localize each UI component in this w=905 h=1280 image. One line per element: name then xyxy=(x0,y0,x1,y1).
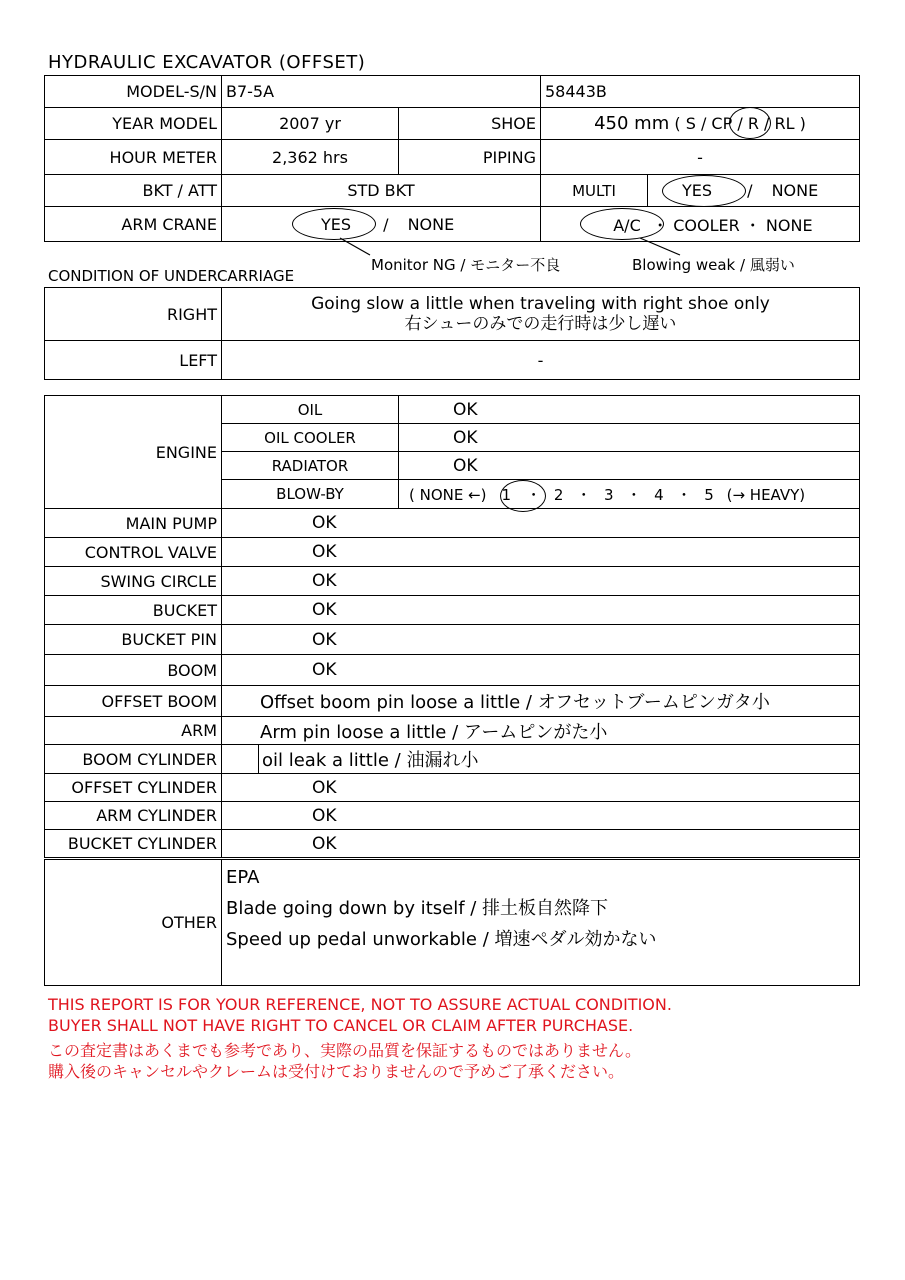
arm-crane-yes: YES xyxy=(320,214,352,234)
bucket-label: BUCKET xyxy=(45,596,222,625)
bucket-pin-value: OK xyxy=(222,625,860,655)
year-value: 2007 yr xyxy=(222,108,399,140)
boom-cylinder-value xyxy=(222,745,860,774)
component-row xyxy=(45,774,860,802)
other-line-1: EPA xyxy=(226,867,260,888)
blowby-2: 2 xyxy=(553,485,564,504)
boom-cylinder-label: BOOM CYLINDER xyxy=(45,745,222,774)
shoe-sep-1: / xyxy=(700,114,707,133)
engine-oil-label: OIL xyxy=(222,396,399,424)
blowby-none: ( NONE ←) xyxy=(409,485,487,504)
engine-oil-value: OK xyxy=(399,396,860,424)
other-notes xyxy=(222,860,860,986)
component-row xyxy=(45,830,860,858)
blowby-dot-4: ・ xyxy=(676,485,692,504)
serial-value: 58443B xyxy=(541,76,860,108)
ac-none-option: NONE xyxy=(765,215,813,235)
shoe-option-cp: CP xyxy=(711,114,733,133)
piping-label: PIPING xyxy=(399,140,541,175)
bucket-cylinder-value: OK xyxy=(222,830,860,858)
control-valve-value: OK xyxy=(222,538,860,567)
other-line-2: Blade going down by itself / 排土板自然降下 xyxy=(226,898,609,919)
year-model-label: YEAR MODEL xyxy=(45,108,222,140)
arm-cylinder-label: ARM CYLINDER xyxy=(45,802,222,830)
component-row xyxy=(45,686,860,717)
shoe-open: ( xyxy=(674,114,681,133)
shoe-sep-2: / xyxy=(737,114,743,133)
component-row xyxy=(45,655,860,686)
report-title: HYDRAULIC EXCAVATOR (OFFSET) xyxy=(48,52,366,73)
other-line-3: Speed up pedal unworkable / 増速ペダル効かない xyxy=(226,929,657,950)
monitor-callout: Monitor NG / モニター不良 xyxy=(371,256,561,274)
shoe-close: ) xyxy=(799,114,806,133)
right-value-en: Going slow a little when traveling with right shoe only xyxy=(311,294,770,314)
arm-cylinder-value: OK xyxy=(222,802,860,830)
offset-cylinder-label: OFFSET CYLINDER xyxy=(45,774,222,802)
hour-meter-label: HOUR METER xyxy=(45,140,222,175)
shoe-option-r: R xyxy=(747,114,759,133)
blowby-4: 4 xyxy=(654,485,664,504)
engine-radiator-value: OK xyxy=(399,452,860,480)
multi-none: NONE xyxy=(771,181,819,200)
component-row xyxy=(45,538,860,567)
monitor-callout-line xyxy=(340,238,370,255)
right-label: RIGHT xyxy=(45,288,222,341)
engine-blowby-label: BLOW-BY xyxy=(222,480,399,509)
shoe-value: 450 mm xyxy=(594,113,670,134)
blowing-callout: Blowing weak / 風弱い xyxy=(632,256,795,274)
engine-blowby-scale xyxy=(399,480,860,509)
shoe-option-s: S xyxy=(685,114,696,133)
disclaimer-line-3: この査定書はあくまでも参考であり、実際の品質を保証するものではありません。 xyxy=(48,1041,641,1060)
boom-label: BOOM xyxy=(45,655,222,686)
cooler-option: COOLER xyxy=(673,215,740,235)
components-body xyxy=(45,509,860,858)
left-label: LEFT xyxy=(45,341,222,380)
bkt-value: STD BKT xyxy=(222,175,541,207)
bucket-pin-label: BUCKET PIN xyxy=(45,625,222,655)
bucket-cylinder-label: BUCKET CYLINDER xyxy=(45,830,222,858)
arm-label: ARM xyxy=(45,717,222,745)
blowby-5: 5 xyxy=(704,485,714,504)
blowby-1: 1 xyxy=(501,485,512,504)
shoe-option-rl: RL xyxy=(774,114,795,133)
undercarriage-table xyxy=(44,287,860,380)
other-table xyxy=(44,859,860,986)
bucket-value: OK xyxy=(222,596,860,625)
right-value-ja: 右シューのみでの走行時は少し遅い xyxy=(404,314,677,334)
boom-cylinder-note: oil leak a little / 油漏れ小 xyxy=(262,750,479,771)
left-value: - xyxy=(222,341,860,380)
shoe-label: SHOE xyxy=(399,108,541,140)
piping-value: - xyxy=(541,140,860,175)
boom-value: OK xyxy=(222,655,860,686)
model-sn-label: MODEL-S/N xyxy=(45,76,222,108)
ac-dot-1: ・ xyxy=(652,215,669,235)
ac-dot-2: ・ xyxy=(744,215,761,235)
arm-value: Arm pin loose a little / アームピンがた小 xyxy=(222,717,860,745)
multi-sep: / xyxy=(747,181,753,200)
blowby-heavy: (→ HEAVY) xyxy=(726,485,806,504)
right-value xyxy=(222,288,860,341)
undercarriage-section-label: CONDITION OF UNDERCARRIAGE xyxy=(48,267,295,285)
model-value: B7-5A xyxy=(222,76,541,108)
swing-circle-label: SWING CIRCLE xyxy=(45,567,222,596)
disclaimer-line-2: BUYER SHALL NOT HAVE RIGHT TO CANCEL OR CLAIM AFTER PURCHASE. xyxy=(48,1016,634,1035)
blowby-dot-3: ・ xyxy=(626,485,642,504)
offset-boom-value: Offset boom pin loose a little / オフセットブームピンガタ小 xyxy=(222,686,860,717)
component-row xyxy=(45,802,860,830)
hour-value: 2,362 hrs xyxy=(222,140,399,175)
arm-crane-sep: / xyxy=(383,214,389,234)
component-row xyxy=(45,567,860,596)
blowby-3: 3 xyxy=(604,485,614,504)
main-pump-label: MAIN PUMP xyxy=(45,509,222,538)
component-row xyxy=(45,745,860,774)
disclaimer-line-4: 購入後のキャンセルやクレームは受付けておりませんので予めご了承ください。 xyxy=(48,1062,625,1081)
shoe-sep-3: / xyxy=(764,114,770,133)
engine-oil-cooler-value: OK xyxy=(399,424,860,452)
arm-crane-none: NONE xyxy=(407,214,455,234)
multi-yes: YES xyxy=(681,181,713,200)
engine-label: ENGINE xyxy=(45,396,222,509)
component-row xyxy=(45,596,860,625)
component-row xyxy=(45,509,860,538)
inspection-table xyxy=(44,395,860,858)
main-pump-value: OK xyxy=(222,509,860,538)
disclaimer-line-1: THIS REPORT IS FOR YOUR REFERENCE, NOT TO ASSURE ACTUAL CONDITION. xyxy=(48,995,672,1014)
swing-circle-value: OK xyxy=(222,567,860,596)
ac-option: A/C xyxy=(613,215,641,235)
component-row xyxy=(45,625,860,655)
blowing-callout-line xyxy=(640,238,680,255)
other-label: OTHER xyxy=(45,860,222,986)
blowby-dot-2: ・ xyxy=(576,485,592,504)
arm-crane-label: ARM CRANE xyxy=(45,207,222,242)
bkt-att-label: BKT / ATT xyxy=(45,175,222,207)
engine-radiator-label: RADIATOR xyxy=(222,452,399,480)
offset-cylinder-value: OK xyxy=(222,774,860,802)
boom-cylinder-spacer xyxy=(222,745,259,773)
multi-label: MULTI xyxy=(541,175,648,207)
engine-oil-cooler-label: OIL COOLER xyxy=(222,424,399,452)
control-valve-label: CONTROL VALVE xyxy=(45,538,222,567)
blowby-dot-1: ・ xyxy=(526,485,542,504)
offset-boom-label: OFFSET BOOM xyxy=(45,686,222,717)
component-row xyxy=(45,717,860,745)
